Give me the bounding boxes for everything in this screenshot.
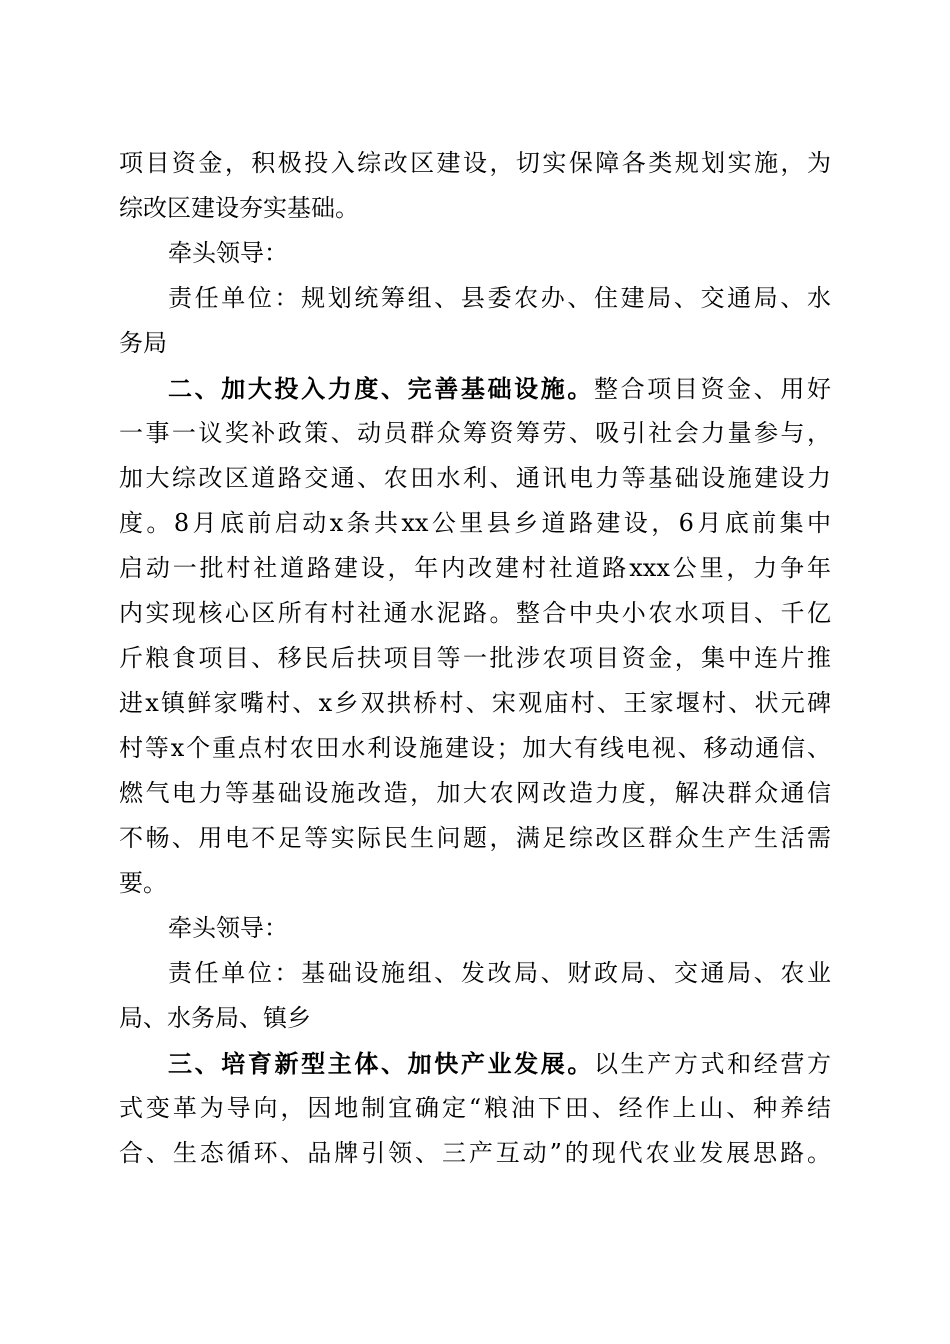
text-line: 燃气电力等基础设施改造，加大农网改造力度，解决群众通信 — [119, 779, 831, 807]
text-line: 务局 — [119, 329, 167, 357]
text-line: 加大综改区道路交通、农田水利、通讯电力等基础设施建设力 — [119, 464, 831, 492]
text-line: 村等x个重点村农田水利设施建设；加大有线电视、移动通信、 — [119, 734, 831, 762]
lead-leader-label: 牵头领导： — [168, 914, 288, 942]
text-line: 综改区建设夯实基础。 — [119, 194, 359, 222]
text-line: 要。 — [119, 869, 167, 897]
text-line: 内实现核心区所有村社通水泥路。整合中央小农水项目、千亿 — [119, 599, 831, 627]
lead-leader-label: 牵头领导： — [168, 239, 288, 267]
text-fragment: 以生产方式和经营方 — [594, 1050, 831, 1078]
text-line: 启动一批村社道路建设，年内改建村社道路xxx公里，力争年 — [119, 554, 831, 582]
text-line: 式变革为导向，因地制宜确定“粮油下田、经作上山、种养结 — [119, 1094, 831, 1122]
text-fragment: 整合项目资金、用好 — [594, 375, 831, 403]
text-line: 度。8月底前启动x条共xx公里县乡道路建设，6月底前集中 — [119, 509, 831, 537]
section-heading: 三、培育新型主体、加快产业发展。 — [168, 1049, 594, 1078]
section-heading: 二、加大投入力度、完善基础设施。 — [168, 374, 594, 403]
text-line: 合、生态循环、品牌引领、三产互动”的现代农业发展思路。 — [119, 1139, 831, 1167]
document-body — [119, 141, 831, 1176]
text-line: 一事一议奖补政策、动员群众筹资筹劳、吸引社会力量参与， — [119, 419, 831, 447]
text-line: 局、水务局、镇乡 — [119, 1004, 311, 1032]
paragraph-first-line — [119, 1041, 831, 1086]
responsible-units: 责任单位：基础设施组、发改局、财政局、交通局、农业 — [168, 959, 831, 987]
text-line: 项目资金，积极投入综改区建设，切实保障各类规划实施，为 — [119, 149, 831, 177]
text-line: 斤粮食项目、移民后扶项目等一批涉农项目资金，集中连片推 — [119, 644, 831, 672]
paragraph-first-line — [119, 366, 831, 411]
text-line: 不畅、用电不足等实际民生问题，满足综改区群众生产生活需 — [119, 824, 831, 852]
text-line: 进x镇鲜家嘴村、x乡双拱桥村、宋观庙村、王家堰村、状元碑 — [119, 689, 831, 717]
responsible-units: 责任单位：规划统筹组、县委农办、住建局、交通局、水 — [168, 284, 831, 312]
